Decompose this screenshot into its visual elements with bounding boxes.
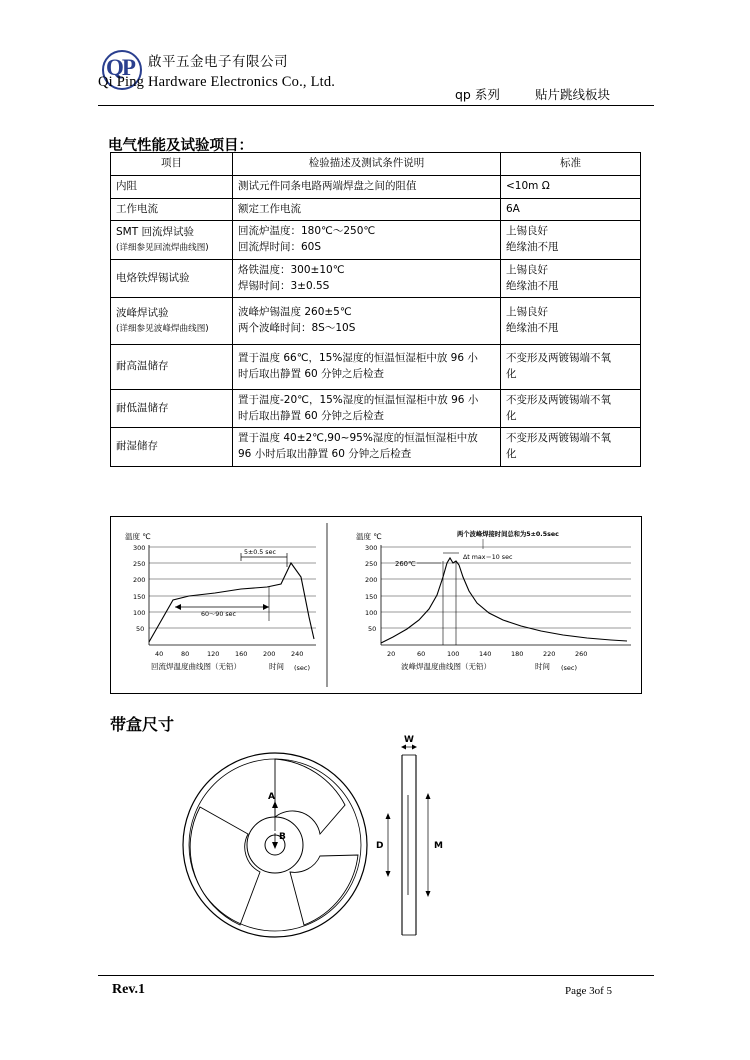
cell-standard-line2: 绝缘油不甩 xyxy=(506,279,559,292)
chart2-ytick-250: 250 xyxy=(365,560,378,568)
cell-desc-line2: 96 小时后取出静置 60 分钟之后检查 xyxy=(238,448,412,460)
cell-desc-line1: 回流炉温度：180℃～250℃ xyxy=(238,225,376,238)
chart1-title: 回流焊温度曲线图（无铅） xyxy=(151,662,241,671)
cell-standard-line1: 上锡良好 xyxy=(506,225,548,238)
chart2-xtick-220: 220 xyxy=(543,650,556,658)
chart1-ytick-200: 200 xyxy=(133,576,146,584)
cell-item: 工作电流 xyxy=(111,198,233,221)
chart2-annotation-total: 两个波峰焊接时间总和为5±0.5sec xyxy=(457,531,559,538)
cell-standard-line2: 化 xyxy=(506,367,517,380)
cell-standard-line1: 不变形及两镀锡端不氧 xyxy=(506,393,611,406)
reel-front-view xyxy=(183,753,367,937)
table-row xyxy=(111,198,641,221)
cell-standard xyxy=(501,344,641,389)
chart1-annotation-peak: 5±0.5 sec xyxy=(244,549,276,556)
reel-label-A: A xyxy=(268,792,275,802)
chart2-ytick-50: 50 xyxy=(368,625,377,633)
col-header-standard: 标准 xyxy=(501,153,641,176)
chart2-xtick-140: 140 xyxy=(479,650,492,658)
company-name-cn: 啟平五金电子有限公司 xyxy=(148,54,288,70)
chart1-ytick-100: 100 xyxy=(133,609,146,617)
reel-label-D: D xyxy=(376,841,384,851)
col-header-desc: 检验描述及测试条件说明 xyxy=(233,153,501,176)
header-series: qp 系列 xyxy=(455,87,500,102)
spec-table xyxy=(110,152,641,467)
chart2-ylabel: 温度 ℃ xyxy=(356,532,382,541)
chart1-xlabel: 时间 xyxy=(269,662,284,671)
cell-desc xyxy=(233,389,501,428)
cell-desc-line2: 时后取出静置 60 分钟之后检查 xyxy=(238,367,385,380)
chart2-xtick-20: 20 xyxy=(387,650,396,658)
cell-item: 内阻 xyxy=(111,175,233,198)
cell-standard-line2: 绝缘油不甩 xyxy=(506,322,559,334)
chart1-ytick-50: 50 xyxy=(136,625,145,633)
footer-revision: Rev.1 xyxy=(112,982,146,997)
chart1-xtick-200: 200 xyxy=(263,650,276,658)
cell-desc-line1: 烙铁温度：300±10℃ xyxy=(238,263,345,276)
cell-standard xyxy=(501,221,641,260)
header-divider xyxy=(98,105,654,106)
cell-item-label: SMT 回流焊试验 xyxy=(116,225,194,238)
chart1-ytick-250: 250 xyxy=(133,560,146,568)
chart2-annotation-dt: Δt max＝10 sec xyxy=(463,554,513,561)
chart1-xtick-240: 240 xyxy=(291,650,304,658)
table-row xyxy=(111,344,641,389)
col-header-item: 项目 xyxy=(111,153,233,176)
reel-label-M: M xyxy=(434,841,443,851)
footer-page-number: Page 3of 5 xyxy=(565,985,613,997)
table-row xyxy=(111,298,641,345)
cell-desc xyxy=(233,259,501,298)
cell-desc xyxy=(233,221,501,260)
cell-standard xyxy=(501,428,641,467)
chart2-ytick-200: 200 xyxy=(365,576,378,584)
solder-profile-charts xyxy=(110,516,642,694)
chart2-xtick-180: 180 xyxy=(511,650,524,658)
cell-standard-line2: 绝缘油不甩 xyxy=(506,241,559,253)
chart2-xtick-260: 260 xyxy=(575,650,588,658)
footer-divider xyxy=(98,975,654,976)
cell-item: 耐低温储存 xyxy=(111,389,233,428)
chart1-xtick-120: 120 xyxy=(207,650,220,658)
cell-item: 电烙铁焊锡试验 xyxy=(111,259,233,298)
table-header-row xyxy=(111,153,641,176)
reel-label-B: B xyxy=(279,832,286,842)
cell-desc-line2: 时后取出静置 60 分钟之后检查 xyxy=(238,409,385,422)
cell-desc-line2: 焊锡时间：3±0.5S xyxy=(238,279,330,292)
chart2-ytick-100: 100 xyxy=(365,609,378,617)
cell-standard-line2: 化 xyxy=(506,409,517,422)
charts-svg xyxy=(111,517,641,693)
chart2-xunit: (sec) xyxy=(561,664,578,672)
chart1-xtick-40: 40 xyxy=(155,650,164,658)
cell-standard-line1: 上锡良好 xyxy=(506,306,548,319)
cell-desc xyxy=(233,344,501,389)
cell-desc xyxy=(233,298,501,345)
cell-item: 耐湿储存 xyxy=(111,428,233,467)
table-row xyxy=(111,428,641,467)
cell-desc-line2: 两个波峰时间：8S～10S xyxy=(238,322,356,334)
reel-section-title: 带盒尺寸 xyxy=(110,715,175,734)
reel-label-W: W xyxy=(404,735,414,745)
chart1-xtick-160: 160 xyxy=(235,650,248,658)
chart2-xlabel: 时间 xyxy=(535,662,550,671)
table-row xyxy=(111,389,641,428)
cell-desc: 测试元件同条电路两端焊盘之间的阻值 xyxy=(233,175,501,198)
cell-standard xyxy=(501,389,641,428)
table-row xyxy=(111,221,641,260)
cell-item-note: (详细参见回流焊曲线图) xyxy=(116,243,209,254)
cell-desc xyxy=(233,428,501,467)
cell-desc: 额定工作电流 xyxy=(233,198,501,221)
cell-standard xyxy=(501,298,641,345)
table-row xyxy=(111,259,641,298)
cell-standard: 6A xyxy=(501,198,641,221)
chart2-xtick-60: 60 xyxy=(417,650,426,658)
chart2-title: 波峰焊温度曲线图（无铅） xyxy=(401,662,491,671)
reel-diagram xyxy=(170,735,570,955)
cell-item-label: 波峰焊试验 xyxy=(116,306,169,319)
page-title: 电气性能及试验项目： xyxy=(108,138,253,154)
cell-item xyxy=(111,298,233,345)
cell-standard-line1: 不变形及两镀锡端不氧 xyxy=(506,352,611,364)
cell-item: 耐高温储存 xyxy=(111,344,233,389)
cell-desc-line2: 回流焊时间：60S xyxy=(238,241,322,253)
cell-desc-line1: 置于温度 40±2℃,90~95%湿度的恒温恒湿柜中放 xyxy=(238,432,478,445)
table-row xyxy=(111,175,641,198)
chart1-annotation-soak: 60～90 sec xyxy=(201,611,236,618)
chart1-ytick-300: 300 xyxy=(133,544,146,552)
cell-standard-line1: 上锡良好 xyxy=(506,263,548,276)
cell-standard-line1: 不变形及两镀锡端不氧 xyxy=(506,432,611,445)
chart1-xtick-80: 80 xyxy=(181,650,190,658)
cell-desc-line1: 波峰炉锡温度 260±5℃ xyxy=(238,306,352,319)
logo-qp-glyph: QP xyxy=(106,55,134,80)
chart2-ytick-300: 300 xyxy=(365,544,378,552)
cell-standard: <10m Ω xyxy=(501,175,641,198)
reel-side-view xyxy=(376,735,443,935)
cell-item-note: (详细参见波峰焊曲线图) xyxy=(116,324,209,335)
cell-standard xyxy=(501,259,641,298)
company-name-en: Qi Ping Hardware Electronics Co., Ltd. xyxy=(98,74,336,90)
chart1-xunit: (sec) xyxy=(294,664,311,672)
cell-desc-line1: 置于温度-20℃，15%湿度的恒温恒湿柜中放 96 小 xyxy=(238,393,479,406)
cell-desc-line1: 置于温度 66℃，15%湿度的恒温恒湿柜中放 96 小 xyxy=(238,352,478,364)
chart-wave xyxy=(356,529,631,672)
cell-standard-line2: 化 xyxy=(506,448,517,460)
chart2-annotation-temp: 260℃ xyxy=(395,560,416,568)
chart2-ytick-150: 150 xyxy=(365,593,378,601)
cell-item xyxy=(111,221,233,260)
chart1-ylabel: 温度 ℃ xyxy=(125,532,151,541)
chart2-xtick-100: 100 xyxy=(447,650,460,658)
chart-reflow xyxy=(125,531,316,672)
chart1-ytick-150: 150 xyxy=(133,593,146,601)
header-product: 贴片跳线板块 xyxy=(535,87,611,102)
